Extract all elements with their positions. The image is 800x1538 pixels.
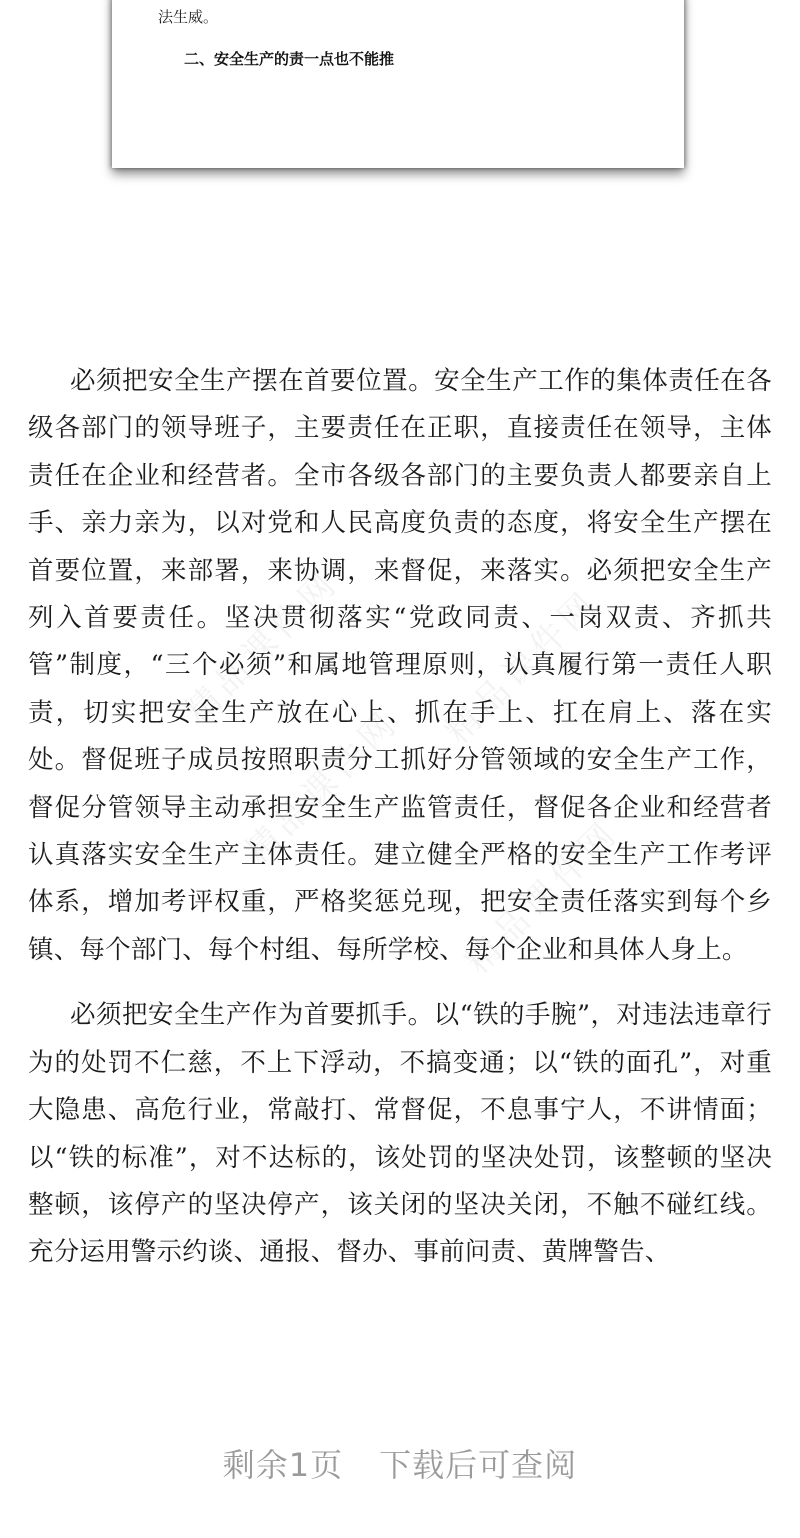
remaining-pages-label: 剩余1页	[222, 1446, 344, 1484]
watermark-text: 精品课件网	[457, 812, 628, 982]
preview-section-heading: 二、安全生产的责一点也不能推	[184, 50, 395, 68]
preview-text-line: 法生威。	[158, 8, 219, 26]
watermark-text: 精品课件网	[437, 582, 608, 752]
page-preview-card	[112, 0, 684, 168]
download-hint-label: 下载后可查阅	[379, 1446, 578, 1484]
body-paragraph-1: 必须把安全生产摆在首要位置。安全生产工作的集体责任在各级各部门的领导班子，主要责任在正职，直接责任在领导，主体责任在企业和经营者。全市各级各部门的主要负责人都要亲自上手、亲力亲为，以对党和人民高度负责的态度，将安全生产摆在首要位置，来部署，来协调，来督促，来落实。必须把安全生产列入首要责任。坚决贯彻落实“党政同责、一岗双责、齐抓共管”制度，“三个必须”和属地管理原则，认真履行第一责任人职责，切实把安全生产放在心上、抓在手上、扛在肩上、落在实处。督促班子成员按照职责分工抓好分管领域的安全生产工作，督促分管领导主动承担安全生产监管责任，督促各企业和经营者认真落实安全生产主体责任。建立健全严格的安全生产工作考评体系，增加考评权重，严格奖惩兑现，把安全责任落实到每个乡镇、每个部门、每个村组、每所学校、每个企业和具体人身上。	[28, 366, 772, 965]
download-notice[interactable]	[0, 1440, 800, 1486]
body-paragraph-2: 必须把安全生产作为首要抓手。以“铁的手腕”，对违法违章行为的处罚不仁慈，不上下浮动，不搞变通；以“铁的面孔”，对重大隐患、高危行业，常敲打、常督促，不息事宁人，不讲情面；以“铁的标准”，对不达标的，该处罚的坚决处罚，该整顿的坚决整顿，该停产的坚决停产，该关闭的坚决关闭，不触不碰红线。充分运用警示约谈、通报、督办、事前问责、黄牌警告、	[28, 1000, 772, 1268]
watermark-text: 精品课件网	[177, 562, 348, 732]
document-body	[28, 358, 772, 1277]
watermark-text: 精品课件网	[237, 702, 408, 872]
